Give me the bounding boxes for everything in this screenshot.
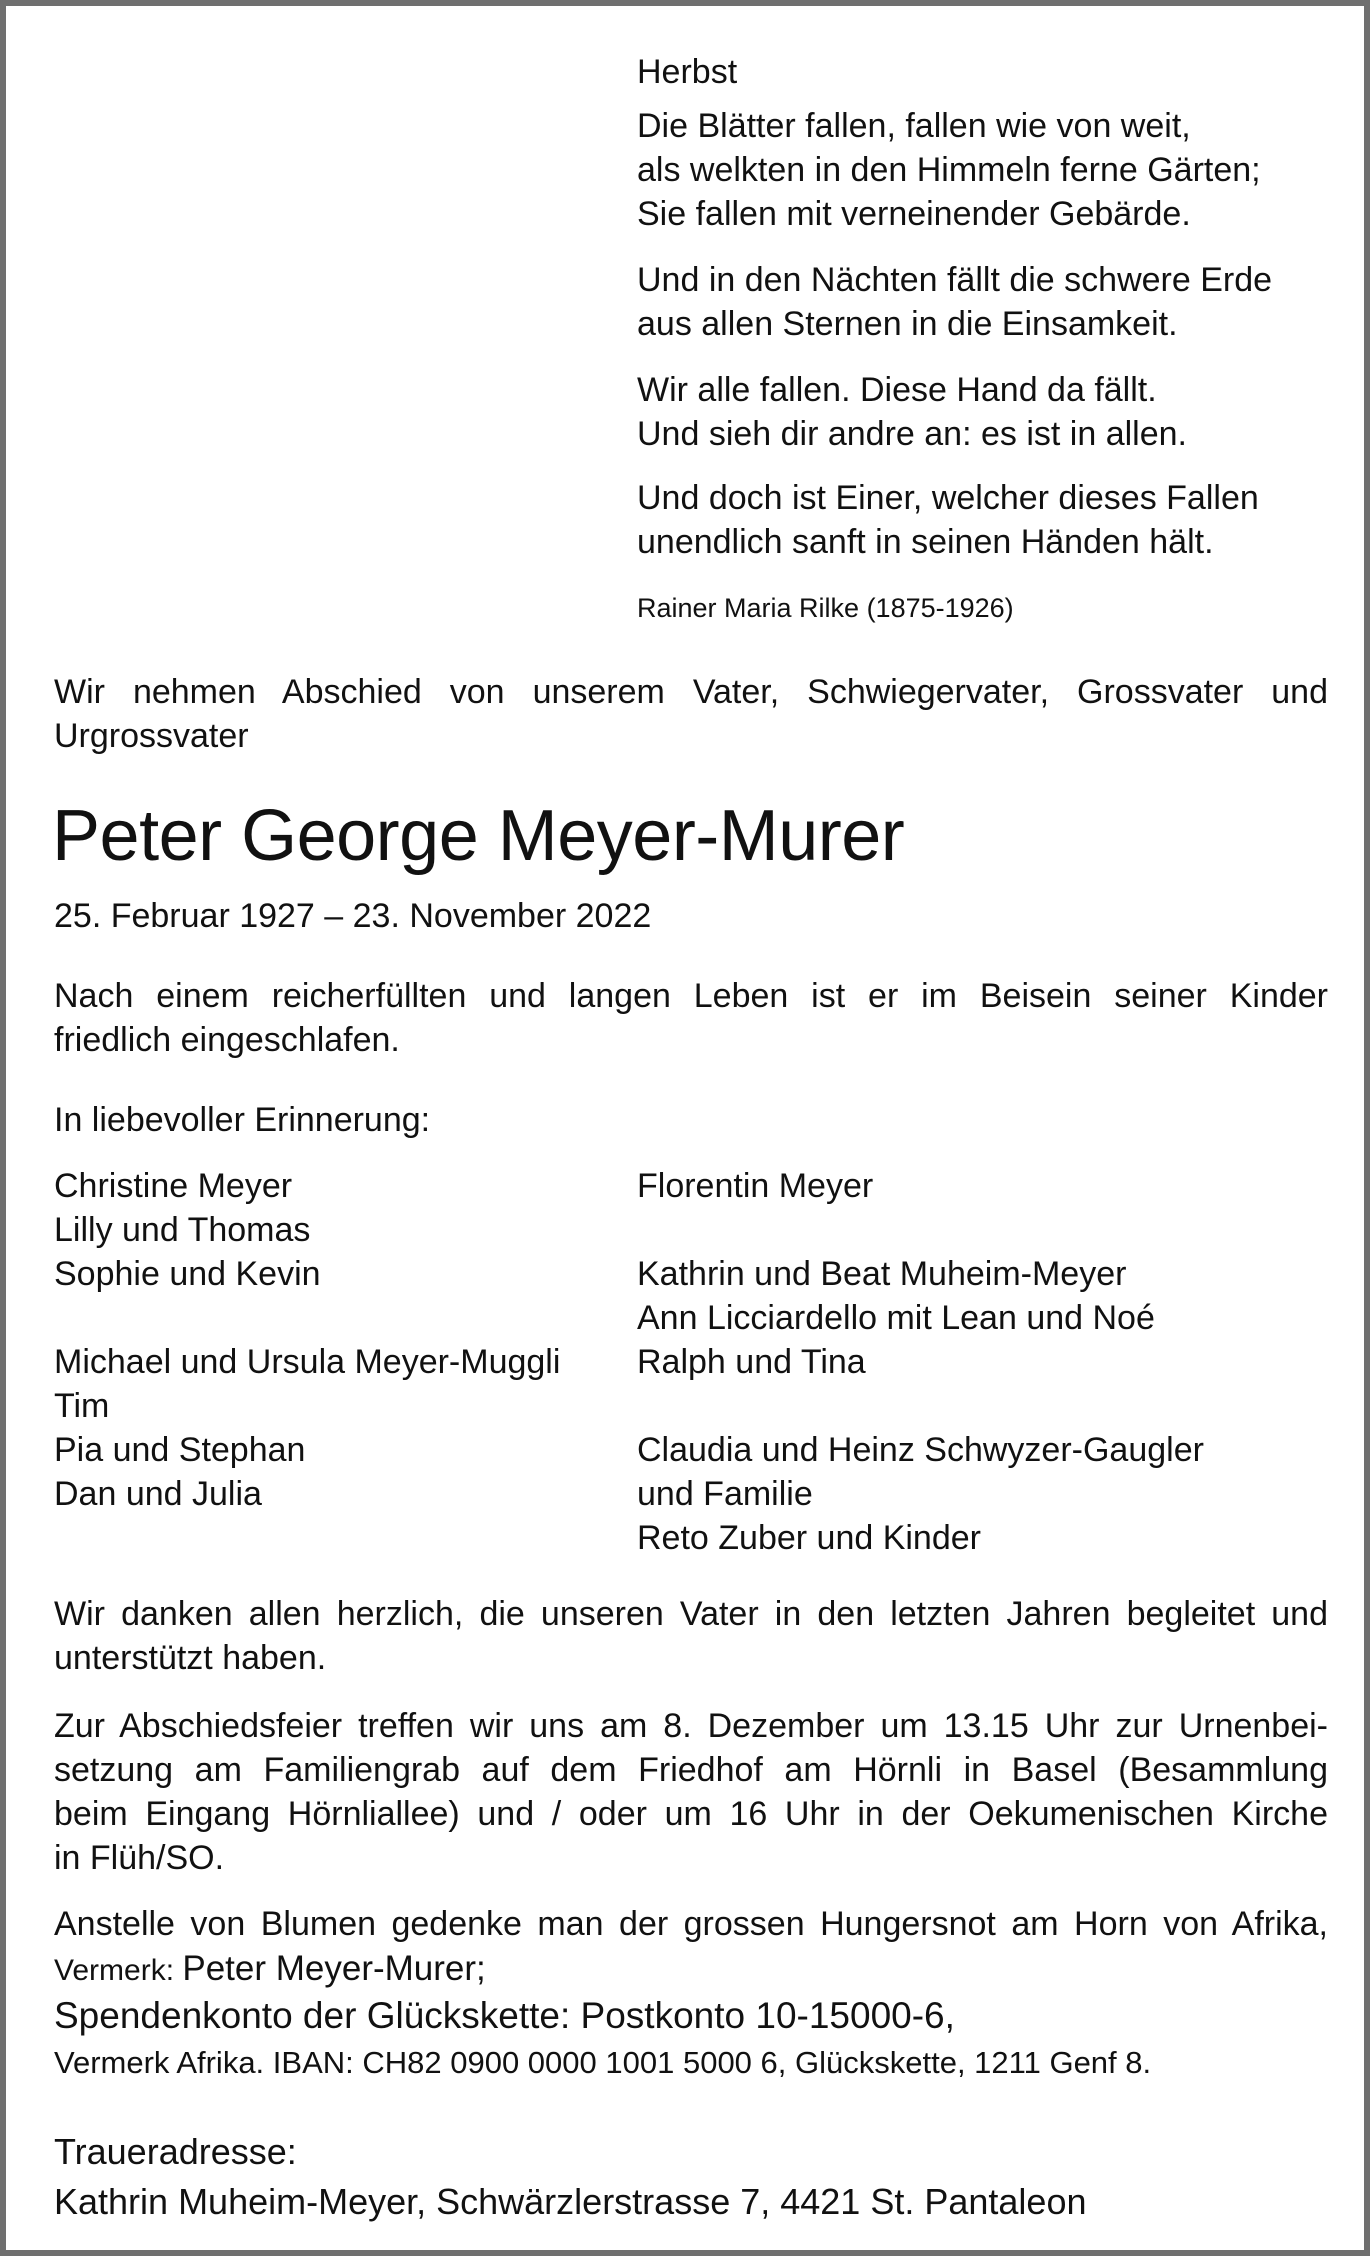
vermerk-value: Peter Meyer-Murer; <box>182 1949 486 1988</box>
mourner-entry: und Familie <box>637 1475 813 1513</box>
mourner-entry: Claudia und Heinz Schwyzer-Gaugler <box>637 1431 1204 1469</box>
poem-line: unendlich sanft in seinen Händen hält. <box>637 523 1214 561</box>
thanks-text <box>54 1592 1328 1680</box>
memory-label: In liebevoller Erinnerung: <box>54 1101 431 1139</box>
mourner-entry: Christine Meyer <box>54 1167 293 1205</box>
poem-author: Rainer Maria Rilke (1875-1926) <box>637 593 1014 623</box>
mourner-entry: Sophie und Kevin <box>54 1255 321 1293</box>
donation-vermerk <box>54 1947 486 1993</box>
mourner-entry: Reto Zuber und Kinder <box>637 1519 981 1557</box>
ceremony-line: beim Eingang Hörnliallee) und / oder um 16 Uhr in der Oekumenischen Kirche <box>54 1795 1328 1833</box>
ceremony-text <box>54 1704 1328 1880</box>
poem-line: Die Blätter fallen, fallen wie von weit, <box>637 107 1191 145</box>
intro-line: Wir nehmen Abschied von unserem Vater, Schwiegervater, Grossvater und <box>54 673 1328 711</box>
thanks-line: Wir danken allen herzlich, die unseren Vater in den letzten Jahren begleitet und <box>54 1595 1328 1633</box>
ceremony-line: setzung am Familiengrab auf dem Friedhof am Hörnli in Basel (Besammlung <box>54 1751 1328 1789</box>
donation-line: Anstelle von Blumen gedenke man der grossen Hungersnot am Horn von Afrika, <box>54 1905 1328 1943</box>
mourner-entry <box>54 1296 560 1340</box>
passing-line: friedlich eingeschlafen. <box>54 1021 400 1059</box>
poem-line: Sie fallen mit verneinender Gebärde. <box>637 195 1191 233</box>
mourner-entry: Lilly und Thomas <box>54 1211 311 1249</box>
poem-line: als welkten in den Himmeln ferne Gärten; <box>637 151 1261 189</box>
deceased-name: Peter George Meyer-Murer <box>52 796 905 876</box>
mourner-entry: Ralph und Tina <box>637 1343 866 1381</box>
life-dates: 25. Februar 1927 – 23. November 2022 <box>54 897 652 935</box>
passing-line: Nach einem reicherfüllten und langen Leben ist er im Beisein seiner Kinder <box>54 977 1328 1015</box>
poem-stanza <box>637 476 1259 564</box>
donation-iban: Vermerk Afrika. IBAN: CH82 0900 0000 1001 5000 6, Glückskette, 1211 Genf 8. <box>54 2045 1152 2080</box>
poem-line: Und sieh dir andre an: es ist in allen. <box>637 415 1187 453</box>
mourner-entry: Florentin Meyer <box>637 1167 874 1205</box>
poem-line: aus allen Sternen in die Einsamkeit. <box>637 305 1178 343</box>
thanks-line: unterstützt haben. <box>54 1639 327 1677</box>
address-label: Traueradresse: <box>54 2131 297 2172</box>
intro-line: Urgrossvater <box>54 717 249 755</box>
mourner-entry: Kathrin und Beat Muheim-Meyer <box>637 1255 1127 1293</box>
ceremony-line: in Flüh/SO. <box>54 1839 225 1877</box>
donation-text <box>54 1902 1328 1946</box>
poem-line: Wir alle fallen. Diese Hand da fällt. <box>637 371 1157 409</box>
mourners-right-column <box>637 1164 1204 1560</box>
vermerk-label: Vermerk: <box>54 1954 175 1987</box>
mourner-entry: Dan und Julia <box>54 1475 262 1513</box>
intro-text <box>54 670 1328 758</box>
mourner-entry: Michael und Ursula Meyer-Muggli <box>54 1343 561 1381</box>
ceremony-line: Zur Abschiedsfeier treffen wir uns am 8. Dezember um 13.15 Uhr zur Urnenbei- <box>54 1707 1328 1745</box>
poem-stanza <box>637 104 1261 236</box>
mourner-entry: Pia und Stephan <box>54 1431 306 1469</box>
mourner-entry <box>637 1384 1204 1428</box>
poem-line: Und doch ist Einer, welcher dieses Fallen <box>637 479 1259 517</box>
poem-line: Und in den Nächten fällt die schwere Erde <box>637 261 1273 299</box>
address-value: Kathrin Muheim-Meyer, Schwärzlerstrasse 7, 4421 St. Pantaleon <box>54 2181 1087 2222</box>
mourner-entry: Ann Licciardello mit Lean und Noé <box>637 1299 1155 1337</box>
poem-stanza <box>637 258 1272 346</box>
mourners-left-column <box>54 1164 560 1516</box>
mourner-entry <box>637 1208 1204 1252</box>
mourner-entry: Tim <box>54 1387 110 1425</box>
passing-text <box>54 974 1328 1062</box>
poem-stanza <box>637 368 1187 456</box>
poem-title: Herbst <box>637 53 738 91</box>
donation-account: Spendenkonto der Glückskette: Postkonto 10-15000-6, <box>54 1995 955 2036</box>
